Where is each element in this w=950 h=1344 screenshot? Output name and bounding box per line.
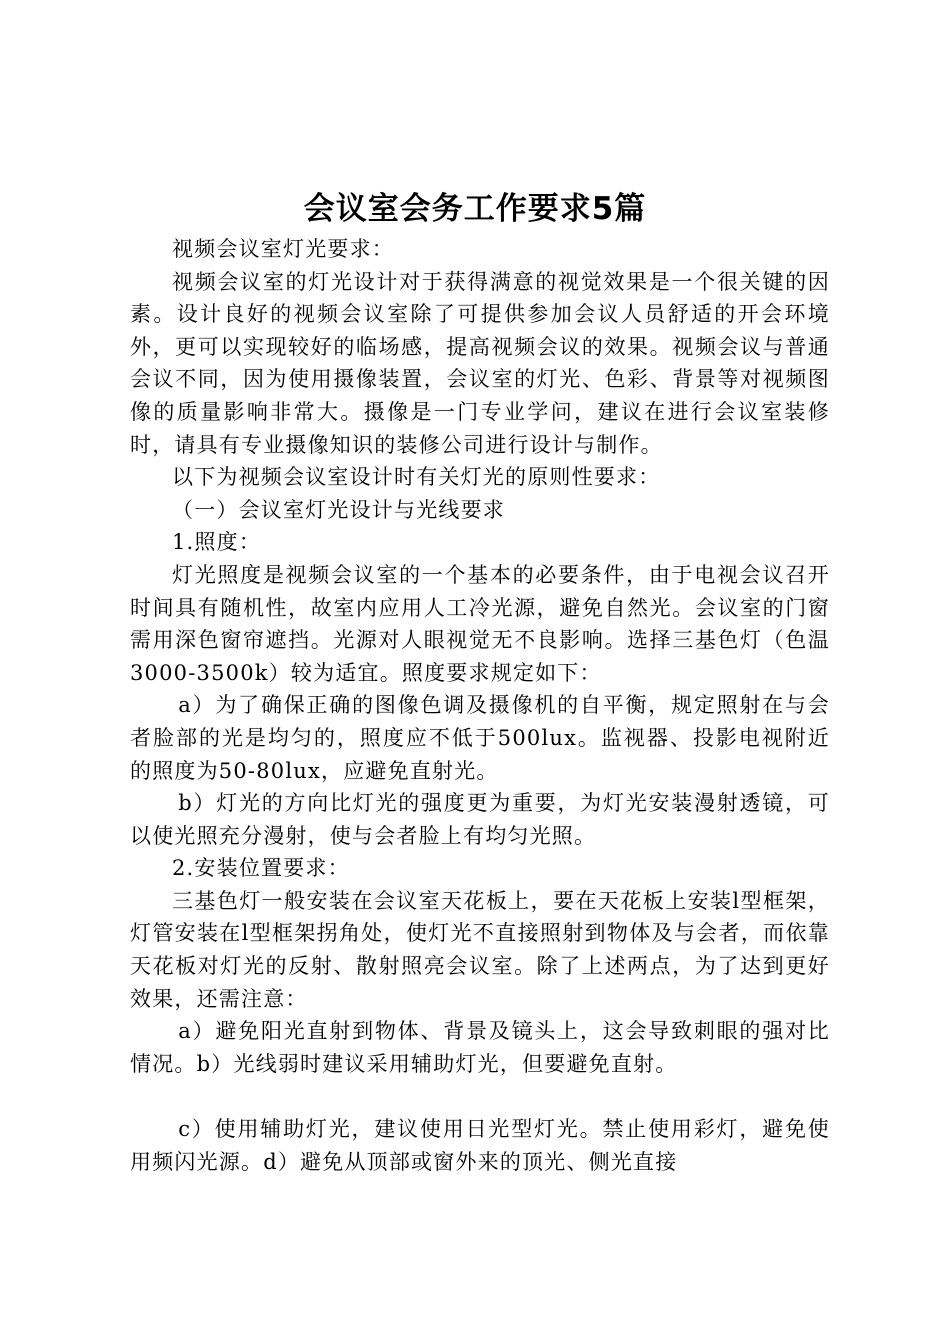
paragraph-heading-lighting: 视频会议室灯光要求： [172, 237, 394, 261]
paragraph-intro: 视频会议室的灯光设计对于获得满意的视觉效果是一个很关键的因素。设计良好的视频会议室除了可提供参加会议人员舒适的开会环境外，更可以实现较好的临场感，提高视频会议的效果。视频会议与普通会议不同，因为使用摄像装置，会议室的灯光、色彩、背景等对视频图像的质量影响非常大。摄像是一门专业学问，建议在进行会议室装修时，请具有专业摄像知识的装修公司进行设计与制作。 [130, 269, 830, 457]
paragraph-notes-cd: c）使用辅助灯光，建议使用日光型灯光。禁止使用彩灯，避免使用频闪光源。d）避免从顶部或窗外来的顶光、侧光直接 [130, 1117, 830, 1174]
paragraph-illuminance: 灯光照度是视频会议室的一个基本的必要条件，由于电视会议召开时间具有随机性，故室内应用人工冷光源，避免自然光。会议室的门窗需用深色窗帘遮挡。光源对人眼视觉无不良影响。选择三基色灯（色温3000-3500k）较为适宜。照度要求规定如下： [130, 562, 830, 685]
paragraph-installation-heading: 2.安装位置要求： [172, 856, 350, 881]
document-title: 会议室会务工作要求5篇 [303, 191, 647, 227]
paragraph-installation: 三基色灯一般安装在会议室天花板上，要在天花板上安装l型框架，灯管安装在l型框架拐角处，使灯光不直接照射到物体及与会者，而依靠天花板对灯光的反射、散射照亮会议室。除了上述两点，为了达到更好效果，还需注意： [130, 888, 830, 1011]
paragraph-spacer [130, 1080, 830, 1113]
document-body [130, 233, 830, 1178]
paragraph-section-one: （一）会议室灯光设计与光线要求 [172, 497, 505, 522]
paragraph-notes-ab: a）避免阳光直射到物体、背景及镜头上，这会导致刺眼的强对比情况。b）光线弱时建议采用辅助灯光，但要避免直射。 [130, 1019, 830, 1076]
paragraph-item-b: b）灯光的方向比灯光的强度更为重要，为灯光安装漫射透镜，可以使光照充分漫射，使与会者脸上有均匀光照。 [130, 791, 830, 848]
paragraph-principles: 以下为视频会议室设计时有关灯光的原则性要求： [172, 465, 661, 490]
paragraph-item-a: a）为了确保正确的图像色调及摄像机的自平衡，规定照射在与会者脸部的光是均匀的，照度应不低于500lux。监视器、投影电视附近的照度为50-80lux，应避免直射光。 [130, 693, 830, 783]
paragraph-illuminance-heading: 1.照度： [172, 530, 262, 555]
